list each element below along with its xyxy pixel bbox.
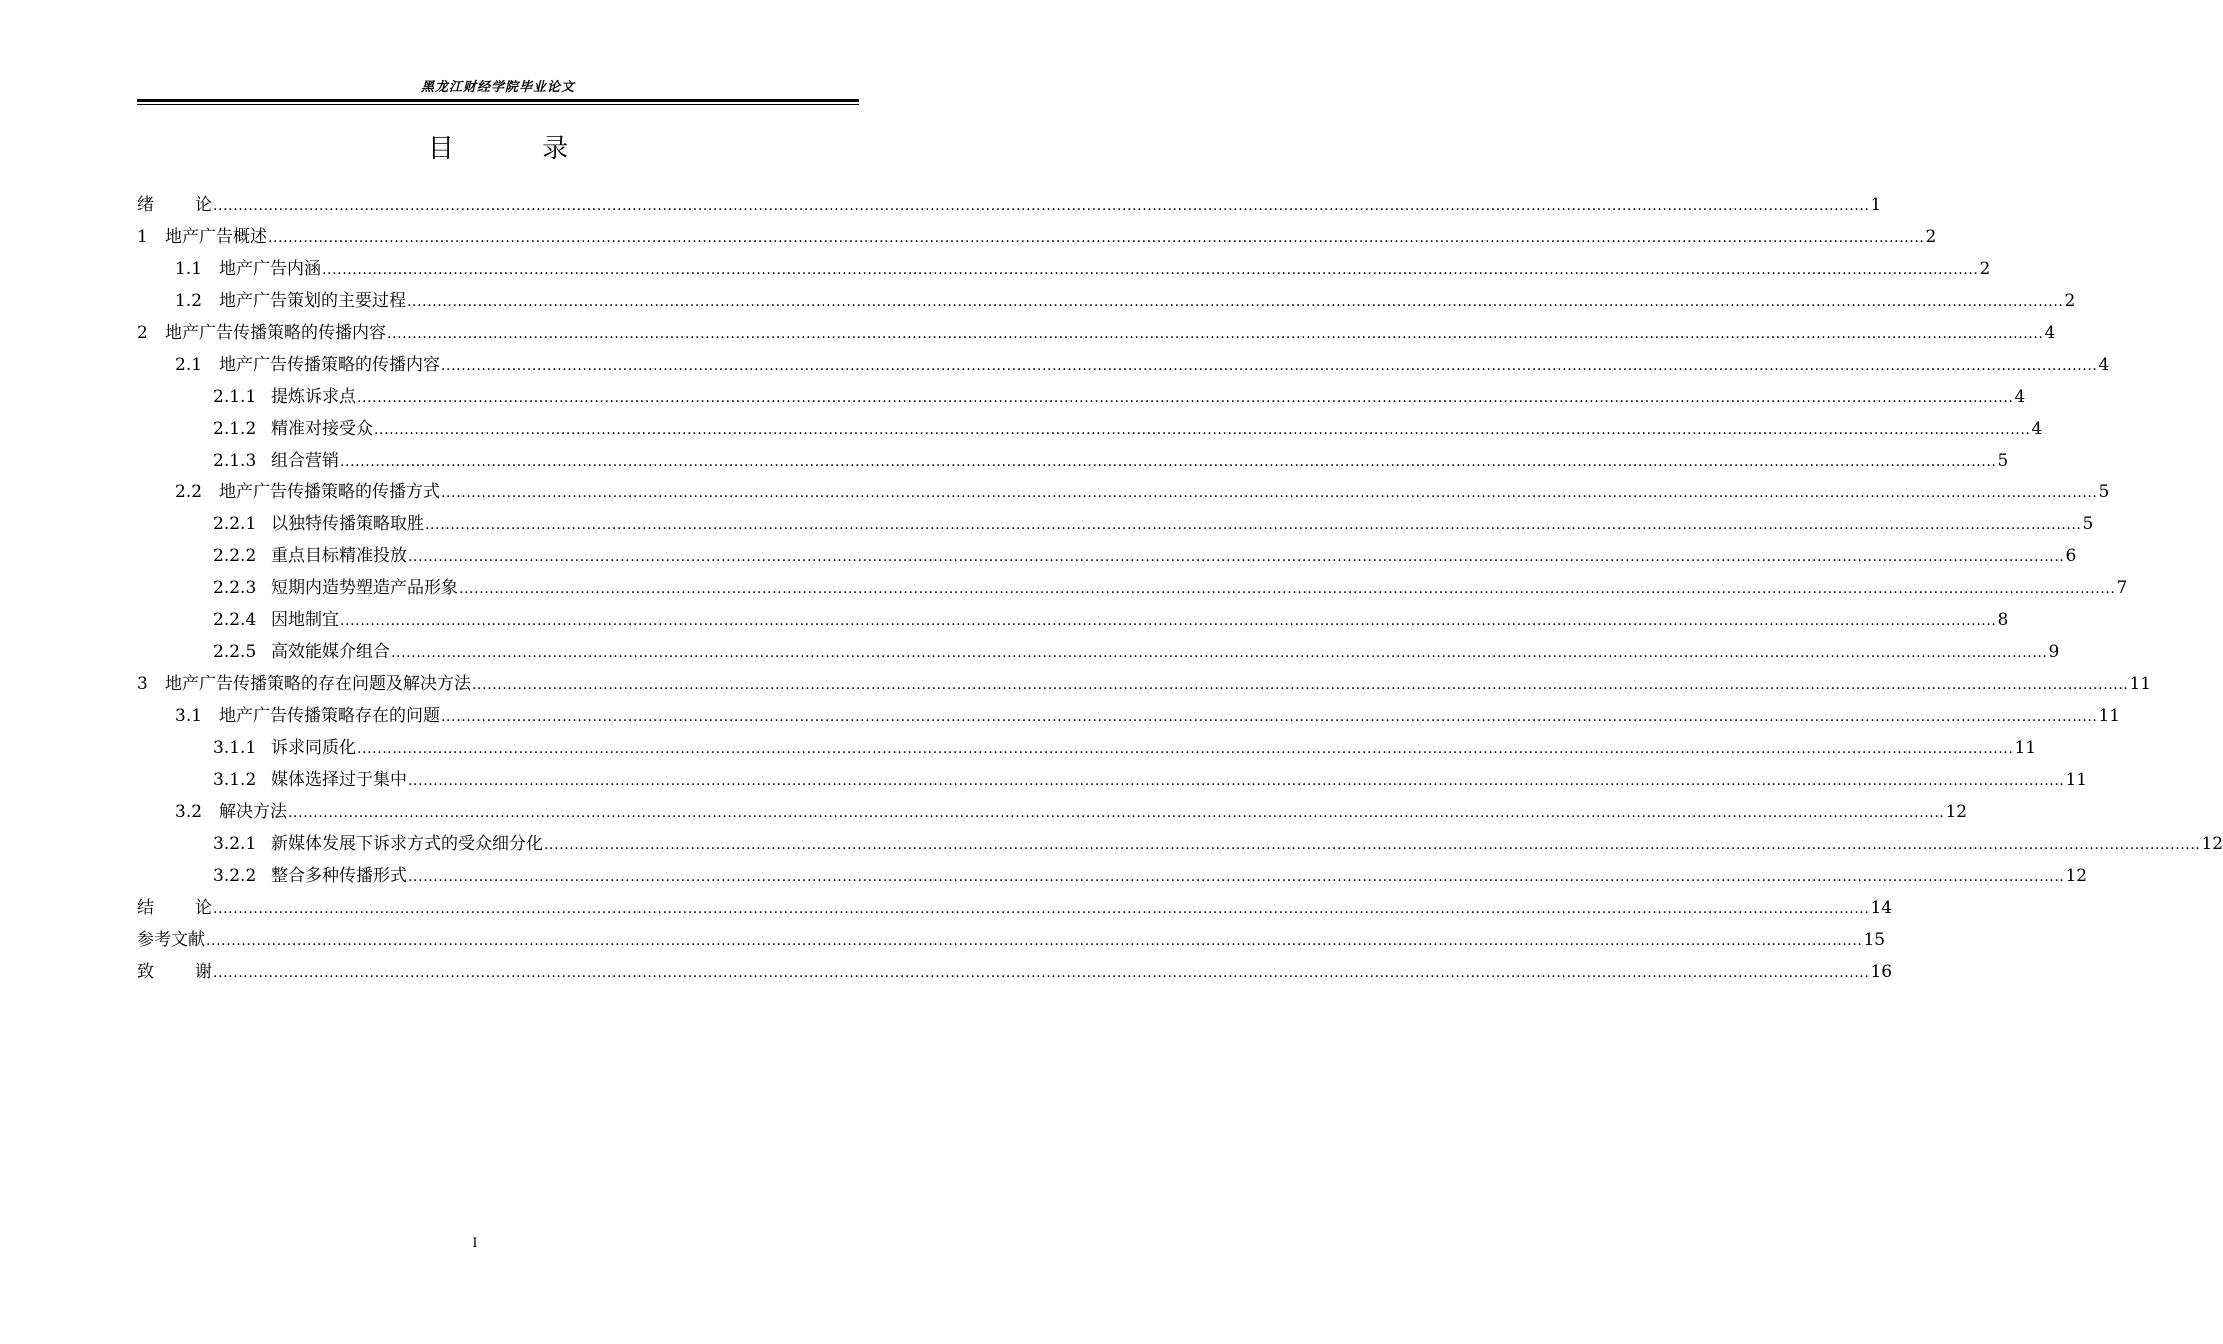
running-header-title: 黑龙江财经学院毕业论文	[420, 80, 575, 95]
toc-dot-leader: ........................................................................................................................................................................................................................................................................................................................................	[441, 709, 2098, 725]
toc-entry-number: 3	[137, 674, 148, 695]
toc-entry[interactable]	[137, 797, 1968, 829]
toc-page-number: 2	[1925, 226, 1937, 247]
toc-dot-leader: ........................................................................................................................................................................................................................................................................................................................................	[544, 836, 2201, 853]
toc-entry[interactable]	[137, 318, 2056, 350]
toc-page-number: 9	[2048, 642, 2060, 663]
toc-page-number: 1	[1870, 195, 1882, 215]
toc-dot-leader: ........................................................................................................................................................................................................................................................................................................................................	[408, 549, 2065, 566]
toc-entry-title: 新媒体发展下诉求方式的受众细分化	[271, 833, 543, 854]
toc-dot-leader: ........................................................................................................................................................................................................................................................................................................................................	[459, 581, 2116, 598]
toc-page-number: 12	[1945, 801, 1968, 822]
toc-dot-leader: ........................................................................................................................................................................................................................................................................................................................................	[425, 517, 2082, 534]
toc-entry[interactable]	[137, 477, 2110, 509]
toc-dot-leader: ........................................................................................................................................................................................................................................................................................................................................	[408, 868, 2065, 885]
toc-dot-leader: ........................................................................................................................................................................................................................................................................................................................................	[340, 613, 1997, 630]
toc-title: 目 录	[427, 134, 609, 164]
toc-entry[interactable]	[137, 829, 2223, 861]
toc-entry-number: 2.2.4	[213, 610, 257, 631]
toc-page-number: 7	[2116, 578, 2128, 599]
toc-entry-number: 3.1.2	[213, 769, 257, 790]
toc-entry-title: 地产广告传播策略的传播方式	[219, 482, 440, 503]
toc-dot-leader: ........................................................................................................................................................................................................................................................................................................................................	[391, 645, 2048, 662]
toc-entry-title: 因地制宜	[271, 610, 339, 631]
header-rule-thick	[137, 99, 859, 102]
toc-dot-leader: ........................................................................................................................................................................................................................................................................................................................................	[206, 932, 1863, 949]
toc-entry[interactable]	[137, 701, 2121, 733]
toc-page-number: 14	[1870, 897, 1893, 918]
toc-page-number: 11	[2098, 706, 2121, 726]
toc-entry-number: 2.2.2	[213, 546, 257, 567]
toc-entry-number: 2	[137, 322, 148, 343]
toc-dot-leader: ........................................................................................................................................................................................................................................................................................................................................	[441, 357, 2098, 374]
toc-entry-title: 短期内造势塑造产品形象	[271, 578, 458, 599]
toc-entry[interactable]	[137, 509, 2094, 541]
toc-page-number: 5	[1997, 450, 2009, 471]
toc-entry[interactable]	[137, 190, 1882, 222]
toc-dot-leader: ........................................................................................................................................................................................................................................................................................................................................	[357, 389, 2014, 406]
toc-entry-title-char: 结	[137, 897, 154, 918]
toc-entry-title: 重点目标精准投放	[271, 546, 407, 567]
toc-entry-number: 2.2	[175, 482, 203, 503]
toc-entry-title-char: 论	[195, 195, 212, 215]
toc-dot-leader: ........................................................................................................................................................................................................................................................................................................................................	[213, 964, 1870, 981]
toc-page-number: 16	[1870, 961, 1893, 982]
toc-dot-leader: ........................................................................................................................................................................................................................................................................................................................................	[374, 421, 2031, 438]
page-number: I	[472, 1236, 478, 1251]
toc-dot-leader: ........................................................................................................................................................................................................................................................................................................................................	[268, 229, 1925, 246]
toc-entry-number: 3.2.2	[213, 865, 257, 886]
toc-entry[interactable]	[137, 765, 2088, 797]
toc-entry-title	[137, 190, 212, 222]
toc-entry-title: 提炼诉求点	[271, 386, 356, 407]
toc-entry-title: 地产广告传播策略的传播内容	[165, 322, 386, 343]
toc-entry[interactable]	[137, 733, 2037, 765]
toc-entry[interactable]	[137, 350, 2110, 382]
toc-entry-number: 1.2	[175, 290, 203, 311]
toc-page-number: 2	[1979, 258, 1991, 279]
toc-entry[interactable]	[137, 893, 1893, 925]
toc-page-number: 11	[2129, 674, 2152, 695]
toc-page-number: 5	[2098, 482, 2110, 503]
toc-entry[interactable]	[137, 861, 2088, 893]
toc-entry-number: 3.2.1	[213, 833, 257, 854]
toc-entry-number: 2.1.3	[213, 450, 257, 471]
toc-entry-title	[137, 893, 212, 925]
toc-dot-leader: ........................................................................................................................................................................................................................................................................................................................................	[441, 485, 2098, 502]
toc-page-number: 11	[2065, 769, 2088, 790]
toc-entry[interactable]	[137, 254, 1991, 286]
toc-entry-number: 2.1.2	[213, 418, 257, 439]
toc-page-number: 15	[1863, 929, 1886, 950]
toc-entry-number: 3.1.1	[213, 737, 257, 758]
toc-dot-leader: ........................................................................................................................................................................................................................................................................................................................................	[340, 453, 1997, 470]
toc-dot-leader: ........................................................................................................................................................................................................................................................................................................................................	[357, 740, 2014, 757]
toc-dot-leader: ........................................................................................................................................................................................................................................................................................................................................	[387, 325, 2044, 342]
toc-page-number: 4	[2098, 354, 2110, 375]
toc-entry-number: 3.2	[175, 801, 203, 822]
toc-dot-leader: ........................................................................................................................................................................................................................................................................................................................................	[408, 772, 2065, 789]
toc-entry[interactable]	[137, 957, 1893, 989]
toc-entry-title: 媒体选择过于集中	[271, 769, 407, 790]
toc-page-number: 12	[2201, 833, 2223, 854]
toc-entry-number: 1	[137, 226, 148, 247]
toc-dot-leader: ........................................................................................................................................................................................................................................................................................................................................	[213, 900, 1870, 917]
toc-entry[interactable]	[137, 286, 2076, 318]
toc-entry-number: 2.1.1	[213, 386, 257, 407]
table-of-contents	[137, 190, 2223, 988]
toc-page-number: 4	[2031, 418, 2043, 439]
toc-entry-title: 地产广告传播策略的传播内容	[219, 354, 440, 375]
toc-entry-title: 地产广告传播策略存在的问题	[219, 706, 440, 726]
toc-entry-title	[137, 957, 212, 989]
toc-entry-title: 组合营销	[271, 450, 339, 471]
toc-dot-leader: ........................................................................................................................................................................................................................................................................................................................................	[213, 198, 1870, 214]
toc-entry-title: 地产广告传播策略的存在问题及解决方法	[165, 674, 471, 695]
toc-entry-title: 参考文献	[137, 929, 205, 950]
toc-page-number: 2	[2064, 290, 2076, 311]
toc-entry-number: 3.1	[175, 706, 203, 726]
toc-entry-title-char: 绪	[137, 195, 154, 215]
toc-dot-leader: ........................................................................................................................................................................................................................................................................................................................................	[472, 677, 2129, 694]
toc-dot-leader: ........................................................................................................................................................................................................................................................................................................................................	[407, 293, 2064, 310]
toc-entry[interactable]	[137, 382, 2026, 414]
toc-entry[interactable]	[137, 573, 2128, 605]
toc-entry-title-char: 致	[137, 961, 154, 982]
toc-entry-title: 地产广告策划的主要过程	[219, 290, 406, 311]
toc-entry-number: 2.2.1	[213, 514, 257, 535]
toc-entry-number: 2.1	[175, 354, 203, 375]
toc-entry[interactable]	[137, 414, 2043, 446]
toc-entry-title-char: 谢	[195, 961, 212, 982]
toc-entry[interactable]	[137, 637, 2060, 669]
toc-entry[interactable]	[137, 605, 2009, 637]
toc-entry-number: 1.1	[175, 258, 203, 279]
toc-entry-title: 高效能媒介组合	[271, 642, 390, 663]
toc-page-number: 11	[2014, 737, 2037, 758]
toc-entry-title: 整合多种传播形式	[271, 865, 407, 886]
toc-entry[interactable]	[137, 222, 1937, 254]
toc-entry-title: 诉求同质化	[271, 737, 356, 758]
toc-entry-title: 解决方法	[219, 801, 287, 822]
toc-entry-title: 以独特传播策略取胜	[271, 514, 424, 535]
header-rule-thin	[137, 104, 859, 105]
toc-page-number: 8	[1997, 610, 2009, 631]
toc-page-number: 4	[2044, 322, 2056, 343]
toc-entry-number: 2.2.5	[213, 642, 257, 663]
toc-page-number: 12	[2065, 865, 2088, 886]
toc-entry[interactable]	[137, 446, 2009, 478]
toc-dot-leader: ........................................................................................................................................................................................................................................................................................................................................	[288, 804, 1945, 821]
toc-entry-title: 地产广告内涵	[219, 258, 321, 279]
toc-entry-title: 地产广告概述	[165, 226, 267, 247]
toc-entry-title: 精准对接受众	[271, 418, 373, 439]
toc-entry[interactable]	[137, 541, 2077, 573]
toc-entry-title-char: 论	[195, 897, 212, 918]
toc-dot-leader: ........................................................................................................................................................................................................................................................................................................................................	[322, 261, 1979, 278]
toc-entry-number: 2.2.3	[213, 578, 257, 599]
toc-entry[interactable]	[137, 925, 1886, 957]
toc-page-number: 6	[2065, 546, 2077, 567]
toc-page-number: 5	[2082, 514, 2094, 535]
toc-page-number: 4	[2014, 386, 2026, 407]
toc-entry[interactable]	[137, 669, 2152, 701]
